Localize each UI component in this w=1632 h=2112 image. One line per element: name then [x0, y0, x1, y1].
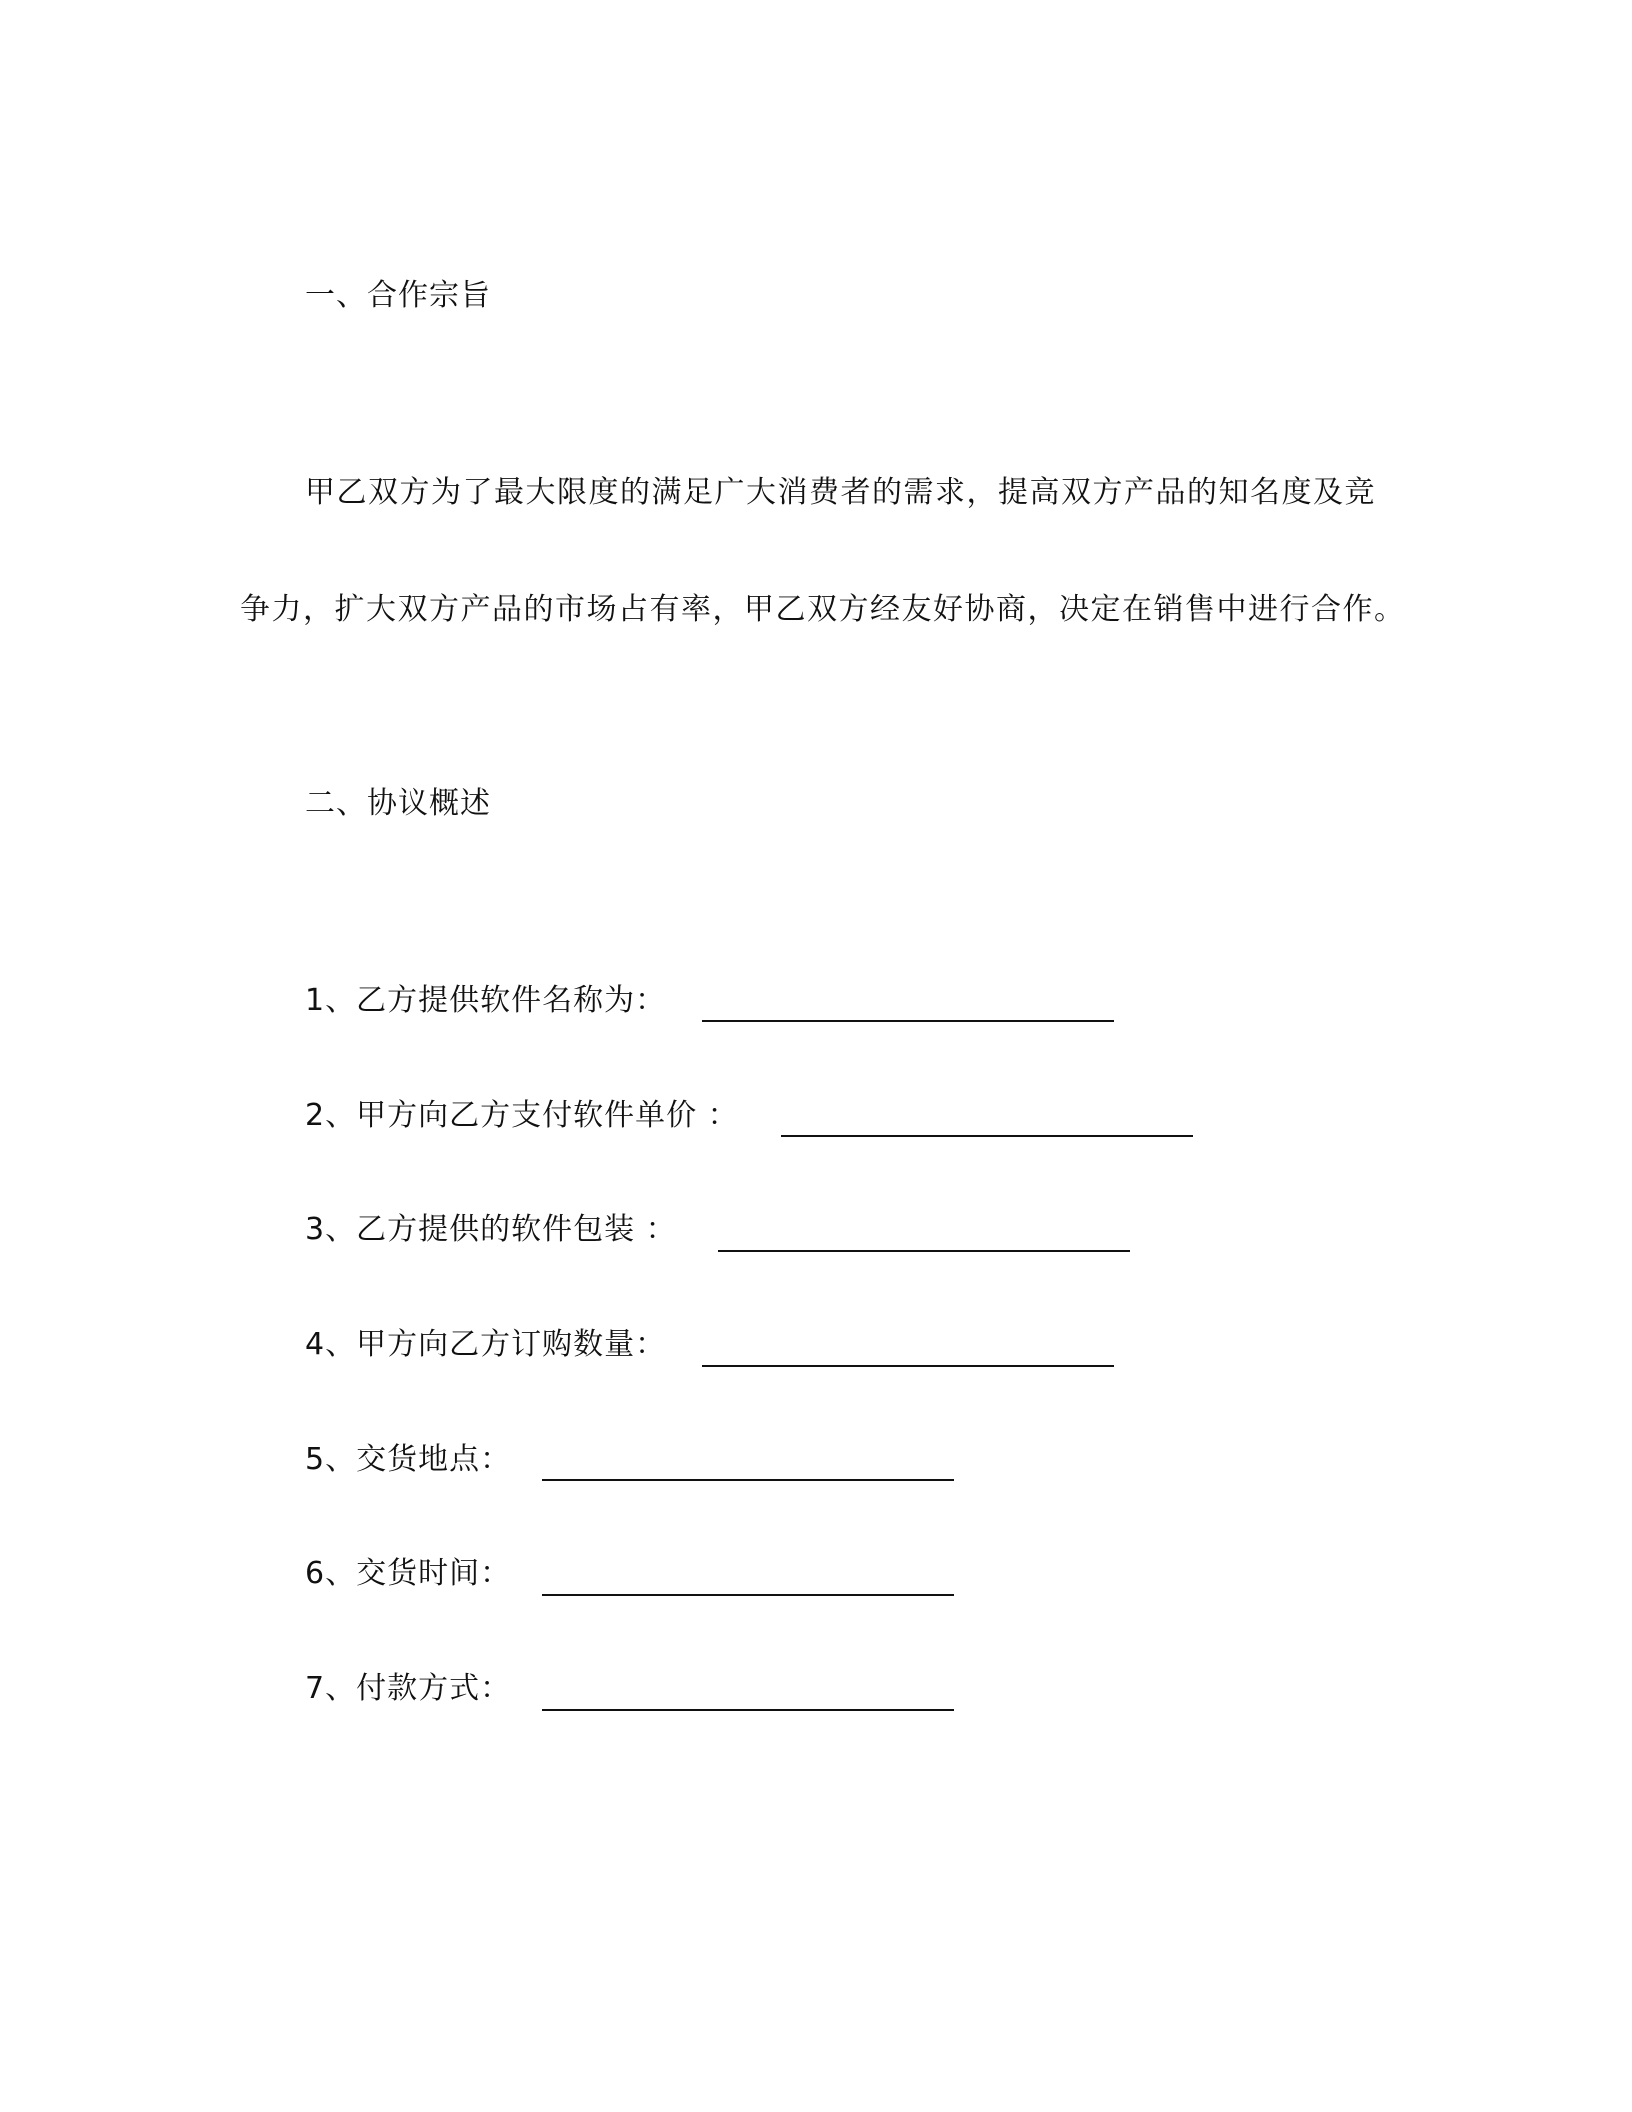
- order-quantity-blank[interactable]: [702, 1365, 1114, 1367]
- paragraph-line-2: 争力，扩大双方产品的市场占有率，甲乙双方经友好协商，决定在销售中进行合作。: [240, 592, 1406, 627]
- software-name-blank[interactable]: [702, 1020, 1114, 1022]
- delivery-time-blank[interactable]: [542, 1594, 954, 1596]
- unit-price-blank[interactable]: [781, 1135, 1193, 1137]
- section-heading-overview: 二、协议概述: [305, 786, 491, 821]
- section-heading-purpose: 一、合作宗旨: [305, 278, 491, 313]
- item-payment-method-label: 7、付款方式：: [305, 1671, 512, 1706]
- paragraph-line-1: 甲乙双方为了最大限度的满足广大消费者的需求，提高双方产品的知名度及竞: [305, 475, 1376, 510]
- item-software-name-label: 1、乙方提供软件名称为：: [305, 983, 667, 1018]
- item-order-quantity-label: 4、甲方向乙方订购数量：: [305, 1327, 667, 1362]
- item-unit-price-label: 2、甲方向乙方支付软件单价 ：: [305, 1098, 739, 1133]
- delivery-location-blank[interactable]: [542, 1479, 954, 1481]
- payment-method-blank[interactable]: [542, 1709, 954, 1711]
- item-packaging-label: 3、乙方提供的软件包装 ：: [305, 1212, 677, 1247]
- item-delivery-time-label: 6、交货时间：: [305, 1556, 512, 1591]
- item-delivery-location-label: 5、交货地点：: [305, 1442, 512, 1477]
- packaging-blank[interactable]: [718, 1250, 1130, 1252]
